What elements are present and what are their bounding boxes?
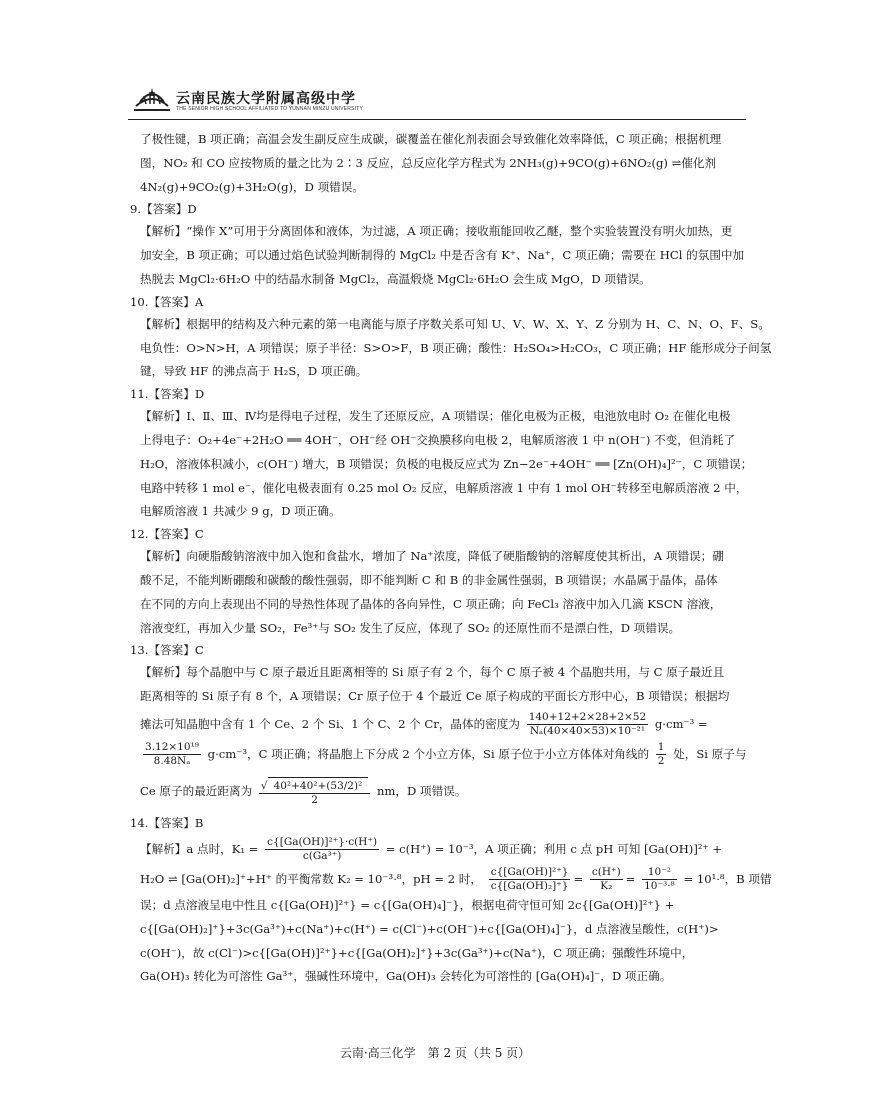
text-line: 键，导致 HF 的沸点高于 H₂S，D 项正确。 [140,364,368,379]
fraction-numerator: c{[Ga(OH)]²⁺} [490,866,569,879]
text-line [130,709,744,739]
text-line: 加安全，B 项正确；可以通过焰色试验判断制得的 MgCl₂ 中是否含有 K⁺、Na⁺，C 项正确；需要在 HCl 的氛围中加 [140,248,745,263]
header-divider [128,119,746,120]
fraction-denominator: 8.48Nₐ [153,755,191,768]
text-line: c(OH⁻)，故 c(Cl⁻)>c{[Ga(OH)]²⁺}+c{[Ga(OH)₂]⁺}+3c(Ga³⁺)+c(Na⁺)，C 项正确；强酸性环境中， [140,945,694,960]
fraction-denominator: 2 [311,793,318,806]
fraction-denominator: c{[Ga(OH)₂]⁺} [490,880,569,893]
ratio-fraction [489,866,571,893]
text-segment: = 10¹·⁸，B 项错 [683,871,772,886]
text-line [130,834,744,864]
text-line: 电负性：O>N>H，A 项错误；原子半径：S>O>F，B 项正确；酸性：H₂SO₄>H₂CO₃，C 项正确；HF 能形成分子间氢 [140,340,772,355]
text-segment: = c(H⁺) = 10⁻³，A 项正确；利用 c 点 pH 可知 [Ga(OH)]²⁺ + [385,841,723,856]
density-fraction [527,711,648,738]
text-line: 酸不足，不能判断硼酸和碳酸的酸性强弱，即不能判断 C 和 B 的非金属性强弱，B 项错误；水晶属于晶体，晶体 [140,572,718,587]
sqrt-radicand: 40²+40²+(53/2)² [268,777,369,793]
text-segment: g·cm⁻³ = [654,716,708,731]
text-line: H₂O ⇌ [Ga(OH)₂]⁺+H⁺ 的平衡常数 K₂ = 10⁻³·⁸，pH = 2 时， $\frac{\text{c\{[Ga(OH)]²⁺\}}}{\text{c\{[Ga(OH)₂]⁺\}}}$ = $\frac{c(H^+)}{\text{K₂}}$ = $\frac{\text{10⁻²}}{\text{10⁻³·⁸}}$ = 10¹·⁸，B 项错 [140,866,772,893]
text-line: c{[Ga(OH)₂]⁺}+3c(Ga³⁺)+c(Na⁺)+c(H⁺) = c(Cl⁻)+c(OH⁻)+c{[Ga(OH)₄]⁻}，d 点溶液呈酸性，c(H⁺)> [140,921,719,936]
fraction-denominator: K₂ [600,880,613,893]
text-line: 电路中转移 1 mol e⁻，催化电极表面有 0.25 mol O₂ 反应，电解质溶液 1 中有 1 mol OH⁻转移至电解质溶液 2 中， [140,480,748,495]
text-line: 距离相等的 Si 原子有 8 个，A 项错误；Cr 原子位于 4 个最近 Ce 原子构成的平面长方形中心，B 项错误；根据均 [140,689,730,704]
density-result-fraction [143,741,201,768]
fraction-numerator: 140+12+2×28+2×52 [528,711,647,724]
school-name: 云南民族大学附属高级中学 [176,91,356,107]
answer-13: 13.【答案】C [130,643,204,658]
page-header [128,82,748,118]
fraction-denominator: Nₐ(40×40×53)×10⁻²¹ [529,725,646,738]
answer-9: 9.【答案】D [130,202,197,217]
text-line: Ga(OH)₃ 转化为可溶性 Ga³⁺，强碱性环境中，Ga(OH)₃ 会转化为可溶性的 [Ga(OH)₄]⁻，D 项正确。 [140,969,672,984]
text-segment: nm，D 项错误。 [376,783,467,798]
text-segment: 【解析】a 点时，K₁ = [140,841,259,856]
fraction-numerator: 1 [657,741,665,754]
text-line: 热脱去 MgCl₂·6H₂O 中的结晶水制备 MgCl₂，高温煅烧 MgCl₂·6H₂O 会生成 MgO，D 项错误。 [140,271,651,286]
page-footer: 云南·高三化学 第 2 页（共 5 页） [339,1046,531,1060]
answer-11: 11.【答案】D [130,387,205,402]
answer-12: 12.【答案】C [130,527,204,542]
text-line: 【解析】根据甲的结构及六种元素的第一电离能与原子序数关系可知 U、V、W、X、Y、Z 分别为 H、C、N、O、F、S。 [140,316,770,331]
text-line: 误；d 点溶液呈电中性且 c{[Ga(OH)]²⁺} = c{[Ga(OH)₄]⁻}，根据电荷守恒可知 2c{[Ga(OH)]²⁺} + [140,897,675,912]
text-line: 【解析】“操作 X”可用于分离固体和液体，为过滤，A 项正确；接收瓶能回收乙醚，整个实验装置没有明火加热，更 [140,224,733,239]
text-segment: g·cm⁻³，C 项正确；将晶胞上下分成 2 个小立方体，Si 原子位于小立方体体对角线的 [207,746,650,761]
answer-10: 10.【答案】A [130,294,204,309]
fraction-numerator: √ 40²+40²+(53/2)² [259,777,370,794]
school-name-english: THE SENIOR HIGH SCHOOL AFFILIATED TO YUNNAN MINZU UNIVERSITY [176,106,364,112]
half-fraction [656,741,667,768]
fraction-numerator: 10⁻² [642,866,677,880]
k1-fraction [265,836,379,863]
text-segment: H₂O ⇌ [Ga(OH)₂]⁺+H⁺ 的平衡常数 K₂ = 10⁻³·⁸，pH = 2 时， [140,871,482,886]
text-line: 【解析】每个晶胞中与 C 原子最近且距离相等的 Si 原子有 2 个，每个 C 原子被 4 个晶胞共用，与 C 原子最近且 [140,665,725,680]
answer-14: 14.【答案】B [130,815,204,830]
fraction-numerator: c(H⁺) [591,866,621,879]
text-line: 【解析】向硬脂酸钠溶液中加入饱和食盐水，增加了 Na⁺浓度，降低了硬脂酸钠的溶解度使其析出，A 项错误；硼 [140,549,724,564]
fraction-numerator: c{[Ga(OH)]²⁺}·c(H⁺) [267,836,378,849]
fraction-denominator: c(Ga³⁺) [302,850,342,863]
ratio-fraction [642,866,677,893]
text-segment: 处，Si 原子与 [673,746,747,761]
distance-fraction [259,777,370,807]
text-segment: Ce 原子的最近距离为 [140,783,253,798]
text-line: 电解质溶液 1 共减少 9 g，D 项正确。 [140,504,341,519]
text-line: 图，NO₂ 和 CO 应按物质的量之比为 2∶3 反应，总反应化学方程式为 2NH₃(g)+9CO(g)+6NO₂(g) ⇌催化剂 [140,155,717,170]
answer-content [130,128,772,989]
fraction-denominator: 2 [657,755,665,768]
text-line: 了极性键，B 项正确；高温会发生副反应生成碳，碳覆盖在催化剂表面会导致催化效率降低，C 项正确；根据机理 [140,132,722,146]
text-line: 上得电子：O₂+4e⁻+2H₂O ══ 4OH⁻，OH⁻经 OH⁻交换膜移向电极 2，电解质溶液 1 中 n(OH⁻) 不变，但消耗了 [140,432,736,447]
text-line: 4N₂(g)+9CO₂(g)+3H₂O(g)，D 项错误。 [140,179,364,194]
school-logo-icon [132,84,172,114]
fraction-numerator: 3.12×10¹⁹ [145,741,199,754]
text-line: 在不同的方向上表现出不同的导热性体现了晶体的各向异性，C 项正确；向 FeCl₃ 溶液中加入几滴 KSCN 溶液， [140,596,722,611]
ratio-fraction [590,866,623,893]
text-line: 【解析】Ⅰ、Ⅱ、Ⅲ、Ⅳ均是得电子过程，发生了还原反应，A 项错误；催化电极为正极，电池放电时 O₂ 在催化电极 [140,409,731,424]
text-line [130,739,747,769]
text-segment: 摊法可知晶胞中含有 1 个 Ce、2 个 Si、1 个 C、2 个 Cr，晶体的密度为 [140,716,520,731]
fraction-denominator: 10⁻³·⁸ [644,880,675,893]
text-line: H₂O，溶液体积减小，c(OH⁻) 增大，B 项错误；负极的电极反应式为 Zn−2e⁻+4OH⁻ ══ [Zn(OH)₄]²⁻，C 项错误； [140,456,753,471]
text-line [130,769,744,813]
text-line: 溶液变红，再加入少量 SO₂，Fe³⁺与 SO₂ 发生了反应，体现了 SO₂ 的还原性而不是漂白性，D 项错误。 [140,620,681,635]
